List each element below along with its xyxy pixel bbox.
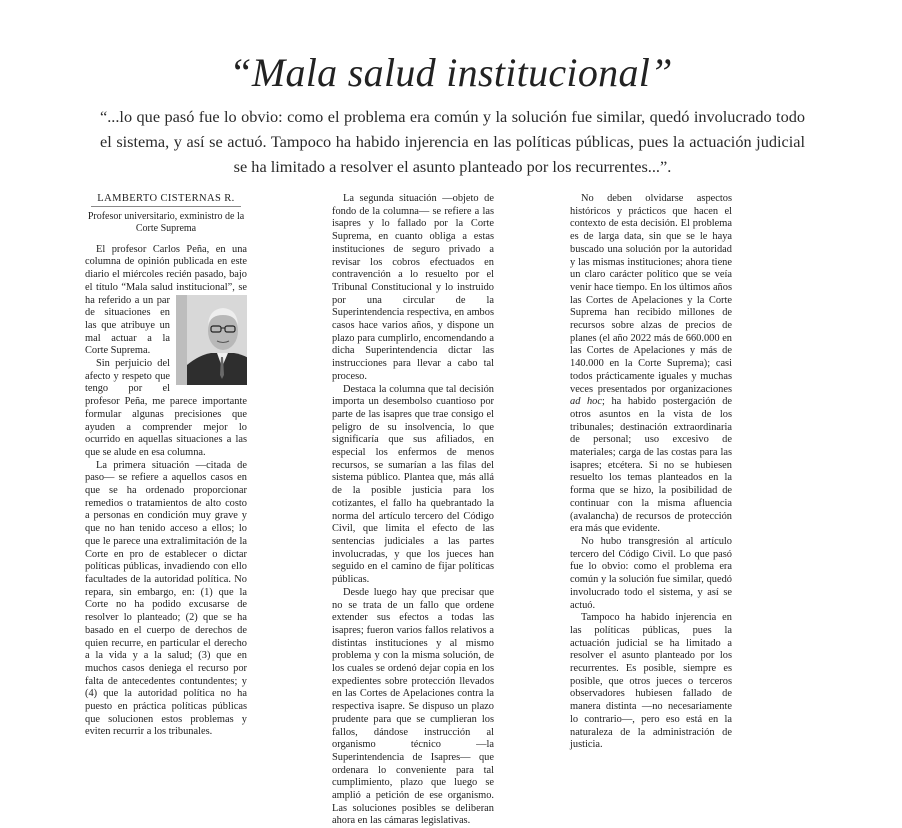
author-portrait	[176, 295, 247, 385]
paragraph	[85, 244, 247, 358]
author-title: Profesor universitario, exministro de la Corte Suprema	[87, 210, 245, 234]
portrait-image	[187, 295, 247, 385]
paragraph-text: El profesor Carlos Peña, en una columna de opinión publicada en este diario el miércoles recién pasado, bajo el título “Mala salud institucional”, se ha referido a un	[85, 243, 247, 306]
italic-term: ad hoc	[570, 396, 602, 408]
paragraph: No hubo transgresión al artículo tercero del Código Civil. Lo que pasó fue lo obvio: como el problema era común y la solución fue similar, quedó involucrado todo el sistema, y así se actuó.	[570, 535, 732, 611]
author-divider	[91, 206, 241, 207]
paragraph-text: par de situaciones en las que atribuye un mal actuar a la Corte Suprema.	[85, 294, 170, 357]
paragraph-text: ; ha habido postergación de otros asuntos en la vista de los tribunales; destinación extraordinaria de personal; uso excesivo de materiales; carga de las costas para las isapres; etcétera. Si no se hubiesen resuelto los temas planteados en la forma que se hizo, la posibilidad de continuar con la misma afluencia (avalancha) de recursos de protección era más que evidente.	[570, 396, 732, 535]
paragraph: Destaca la columna que tal decisión importa un desembolso cuantioso por parte de las isapres que trae consigo el peligro de su insolvencia, lo que significaría que sus afiliados, en especial los enfermos de menos recursos, se sumarían a las filas del sistema público. Plantea que, más allá de la posible justicia para los cotizantes, el fallo ha quebrantado la norma del artículo tercero del Código Civil, que limita el efecto de las sentencias judiciales a las partes involucradas, y que los jueces han seguido en el camino de fijar políticas públicas.	[332, 383, 494, 586]
paragraph-text: No deben olvidarse aspectos históricos y prácticos que hacen el contexto de esta decisión. El problema es de larga data, sin que se le haya buscado una solución por la autoridad y las mismas instituciones; ahora tiene un claro carácter político que se veía venir hace tiempo. En los últimos años las Cortes de Apelaciones y la Corte Suprema han recibido millones de recursos sobre alzas de precios de planes (el año 2022 más de 660.000 en las Cortes de Apelaciones y más de 140.000 en la Corte Suprema); casi todos prácticamente iguales y muchas veces presentados por organizaciones	[570, 193, 732, 395]
paragraph: Desde luego hay que precisar que no se trata de un fallo que ordene extender sus efectos a todas las isapres; fueron varios fallos relativos a distintas instituciones y al mismo problema y con la misma solución, de los cuales se ordenó dejar copia en los expedientes sobre protección llevados en las Cortes de Apelaciones contra la respectiva isapre. Se dispuso un plazo prudente para que se cumplieran los fallos, dándose instrucción al organismo técnico —la Superintendencia de Isapres— que ordenara lo conveniente para tal cumplimiento, plazo que luego se amplió a petición de ese organismo. Las soluciones posibles se deliberan ahora en las cámaras legislativas.	[332, 586, 494, 827]
paragraph: Tampoco ha habido injerencia en las políticas públicas, pues la actuación judicial se ha limitado a resolver el asunto planteado por los recurrentes. Es posible, siempre es posible, que otros jueces o terceros observadores hubiesen fallado de manera distinta —no necesariamente lo contrario—, pero eso está en la naturaleza de la administración de justicia.	[570, 612, 732, 751]
column-3	[570, 193, 732, 752]
paragraph: La segunda situación —objeto de fondo de la columna— se refiere a las isapres y lo fallado por la Corte Suprema, en cuanto obliga a estas instituciones de seguro privado a revisar los cobros efectuados en contravención a lo resuelto por el Tribunal Constitucional y lo instruido por una circular de la Superintendencia respectiva, en ambos casos hace varios años, y dispone un plazo para cumplirlo, encomendando a dicha Superintendencia dictar las instrucciones para llevar a cabo tal proceso.	[332, 193, 494, 382]
paragraph: La primera situación —citada de paso— se refiere a aquellos casos en que se ha ordenado proporcionar remedios o tratamientos de alto costo a personas en condición muy grave y que no han tenido acceso a ellos; lo que le parece una extralimitación de la Corte en pro de establecer o dictar políticas públicas, invadiendo con ello facultades de la autoridad política. No repara, sin embargo, en: (1) que la Corte no ha podido excusarse de resolver lo planteado; (2) que se ha basado en el cuerpo de derechos de quien recurre, en particular el derecho a la vida y a la salud; (3) que en muchos casos deniega el recurso por falta de antecedentes contundentes; y (4) que la autoridad política no ha puesto en práctica políticas públicas que solucionen estos problemas y eviten recurrir a los tribunales.	[85, 459, 247, 738]
paragraph: Sin perjuicio del afecto y respeto que tengo por el profesor Peña, me parece importante formular algunas precisiones que ayuden a comprender mejor lo ocurrido en aquellas situaciones a las que se alude en esa columna.	[85, 358, 247, 458]
column-1	[85, 193, 247, 739]
headline: “Mala salud institucional”	[229, 50, 673, 95]
pull-quote: “...lo que pasó fue lo obvio: como el problema era común y la solución fue similar, quedó involucrado todo el sistema, y así se actuó. Tampoco ha habido injerencia en las políticas públicas, pues la actuación judicial se ha limitado a resolver el asunto planteado por los recurrentes...”.	[100, 107, 805, 176]
author-name: LAMBERTO CISTERNAS R.	[97, 193, 235, 204]
paragraph	[570, 193, 732, 536]
column-2	[332, 193, 494, 828]
